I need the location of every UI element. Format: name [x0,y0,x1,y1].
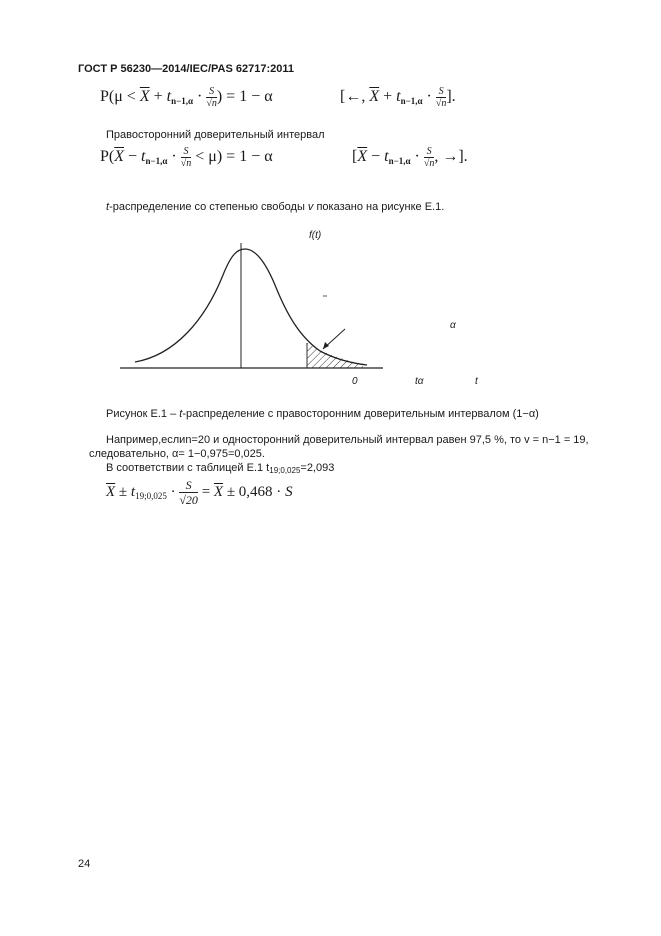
example-line-3: В соответствии с таблицей Е.1 t19;0,025=2,093 [106,462,335,475]
distribution-sentence: t-распределение со степенью свободы v показано на рисунке Е.1. [106,201,445,213]
density-curve [135,249,367,365]
arrow-head [323,342,329,349]
right-sided-interval-label: Правосторонний доверительный интервал [106,129,325,141]
figure-label-ft: f(t) [309,230,322,241]
document-header: ГОСТ Р 56230—2014/IEC/PAS 62717:2011 [78,63,294,75]
formula-right-sided-probability: $P(\overline{X} - t_{n-1,\alpha}$ · $\frac{S}{√n}$ < μ) = 1 − α [100,146,273,169]
figure-caption: Рисунок Е.1 – t-распределение с правосторонним доверительным интервалом (1−α) [106,408,539,420]
example-line-2: следовательно, α= 1−0,975=0,025. [89,448,265,460]
figure-label-alpha: α [450,320,456,331]
figure-label-t: t [475,376,478,387]
formula-left-sided-interval: [←, $\overline{X} + t_{n-1,\alpha}$ · $\frac{S}{√n}$ ]. [340,86,456,109]
figure-label-ta: tα [415,376,424,387]
example-line-1: Например,еслиn=20 и односторонний доверительный интервал равен 97,5 %, то v = n−1 = 19, [106,434,589,446]
figure-label-zero: 0 [352,376,358,387]
page-number: 24 [78,858,91,870]
formula-right-sided-interval: [$\overline{X} - t_{n-1,\alpha}$ · $\frac{S}{√n}$ , →]. [352,146,468,169]
t-distribution-figure [115,225,495,395]
formula-left-sided-probability: $P(\mu < \overline{X} + t_{n-1,\alpha}$ · $\frac{S}{√n}$ ) = 1 − α [100,86,273,109]
formula-example-result: $\overline{X} \pm t_{19;0,025}$ · $\frac{S}{√20}$ = $\overline{X} \pm 0,468 \cdot S$ [106,478,293,507]
